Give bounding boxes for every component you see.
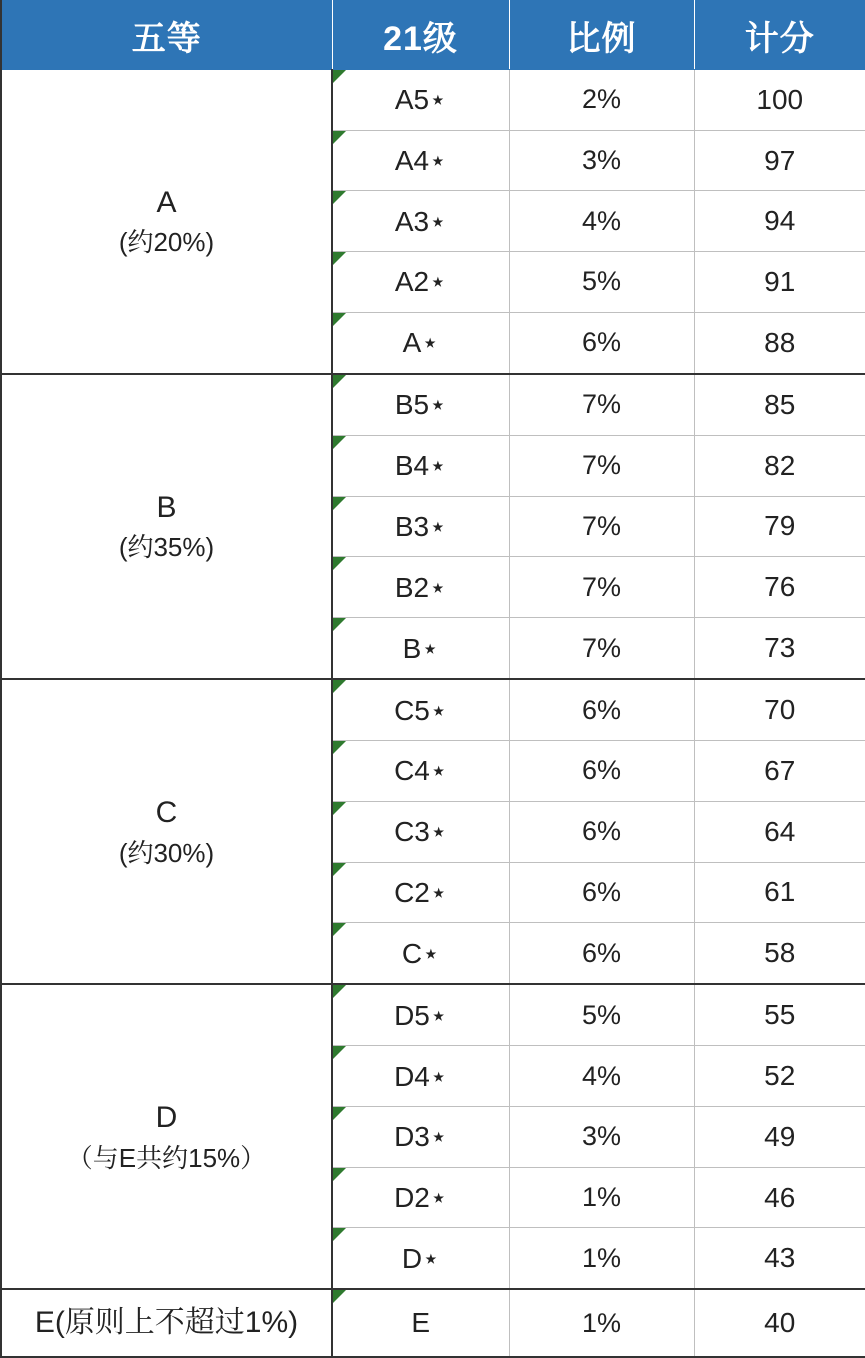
ratio-cell: 5% bbox=[509, 252, 694, 313]
level-cell bbox=[332, 1228, 509, 1290]
grade-band-letter: B bbox=[156, 490, 177, 524]
column-header-score: 计分 bbox=[694, 1, 865, 70]
level-label: B3⋆ bbox=[394, 510, 447, 542]
ratio-cell: 5% bbox=[509, 984, 694, 1046]
score-cell: 76 bbox=[694, 557, 865, 618]
grade-band-cell bbox=[1, 679, 332, 984]
level-label: D4⋆ bbox=[394, 1060, 448, 1092]
level-label: D5⋆ bbox=[394, 999, 448, 1031]
comment-marker-icon bbox=[333, 1228, 346, 1241]
table-row bbox=[1, 1289, 865, 1357]
grade-band-note: (约20%) bbox=[118, 227, 215, 258]
ratio-cell: 6% bbox=[509, 679, 694, 741]
ratio-cell: 1% bbox=[509, 1228, 694, 1290]
column-header-ratio: 比例 bbox=[509, 1, 694, 70]
level-cell bbox=[332, 1289, 509, 1357]
score-cell: 73 bbox=[694, 618, 865, 680]
level-cell bbox=[332, 252, 509, 313]
level-cell bbox=[332, 1107, 509, 1168]
level-label: D2⋆ bbox=[394, 1182, 448, 1214]
level-cell bbox=[332, 557, 509, 618]
score-cell: 82 bbox=[694, 435, 865, 496]
table-row bbox=[1, 70, 865, 131]
level-label: A2⋆ bbox=[394, 266, 447, 298]
level-label: C2⋆ bbox=[394, 876, 448, 908]
comment-marker-icon bbox=[333, 1168, 346, 1181]
level-label: A⋆ bbox=[402, 327, 439, 359]
level-label: E bbox=[411, 1307, 431, 1339]
level-label: C4⋆ bbox=[394, 755, 448, 787]
score-cell: 88 bbox=[694, 312, 865, 374]
level-label: D⋆ bbox=[401, 1242, 440, 1274]
level-cell bbox=[332, 191, 509, 252]
score-cell: 70 bbox=[694, 679, 865, 741]
comment-marker-icon bbox=[333, 680, 346, 693]
ratio-cell: 7% bbox=[509, 435, 694, 496]
score-cell: 91 bbox=[694, 252, 865, 313]
ratio-cell: 6% bbox=[509, 312, 694, 374]
table-row bbox=[1, 374, 865, 436]
ratio-cell: 2% bbox=[509, 70, 694, 131]
ratio-cell: 7% bbox=[509, 374, 694, 436]
level-label: B5⋆ bbox=[394, 389, 447, 421]
level-cell bbox=[332, 374, 509, 436]
grade-band-letter: C bbox=[155, 796, 178, 830]
comment-marker-icon bbox=[333, 618, 346, 631]
score-cell: 67 bbox=[694, 741, 865, 802]
comment-marker-icon bbox=[333, 1107, 346, 1120]
level-cell bbox=[332, 130, 509, 191]
comment-marker-icon bbox=[333, 741, 346, 754]
score-cell: 85 bbox=[694, 374, 865, 436]
header-row bbox=[1, 1, 865, 70]
ratio-cell: 1% bbox=[509, 1289, 694, 1357]
grade-band-note: (约35%) bbox=[118, 532, 215, 563]
level-cell bbox=[332, 435, 509, 496]
level-cell bbox=[332, 312, 509, 374]
ratio-cell: 7% bbox=[509, 618, 694, 680]
grade-band-letter: E(原则上不超过1%) bbox=[34, 1306, 299, 1340]
ratio-cell: 7% bbox=[509, 496, 694, 557]
score-cell: 61 bbox=[694, 862, 865, 923]
comment-marker-icon bbox=[333, 191, 346, 204]
level-cell bbox=[332, 923, 509, 985]
column-header-grade: 五等 bbox=[1, 1, 332, 70]
score-cell: 43 bbox=[694, 1228, 865, 1290]
score-cell: 94 bbox=[694, 191, 865, 252]
grade-band-cell bbox=[1, 374, 332, 679]
comment-marker-icon bbox=[333, 252, 346, 265]
level-cell bbox=[332, 862, 509, 923]
level-cell bbox=[332, 496, 509, 557]
comment-marker-icon bbox=[333, 863, 346, 876]
level-cell bbox=[332, 741, 509, 802]
grade-band-cell bbox=[1, 70, 332, 374]
comment-marker-icon bbox=[333, 70, 346, 83]
table-header bbox=[1, 1, 865, 70]
score-cell: 64 bbox=[694, 801, 865, 862]
score-cell: 52 bbox=[694, 1046, 865, 1107]
ratio-cell: 6% bbox=[509, 801, 694, 862]
level-label: C3⋆ bbox=[394, 816, 448, 848]
level-label: C5⋆ bbox=[394, 694, 448, 726]
column-header-level: 21级 bbox=[332, 1, 509, 70]
score-cell: 58 bbox=[694, 923, 865, 985]
level-label: A4⋆ bbox=[394, 145, 447, 177]
comment-marker-icon bbox=[333, 436, 346, 449]
comment-marker-icon bbox=[333, 131, 346, 144]
ratio-cell: 3% bbox=[509, 130, 694, 191]
ratio-cell: 3% bbox=[509, 1107, 694, 1168]
comment-marker-icon bbox=[333, 375, 346, 388]
comment-marker-icon bbox=[333, 557, 346, 570]
level-label: B2⋆ bbox=[394, 571, 447, 603]
level-cell bbox=[332, 679, 509, 741]
level-label: A3⋆ bbox=[394, 205, 447, 237]
score-cell: 97 bbox=[694, 130, 865, 191]
comment-marker-icon bbox=[333, 802, 346, 815]
score-cell: 49 bbox=[694, 1107, 865, 1168]
level-cell bbox=[332, 1167, 509, 1228]
score-cell: 79 bbox=[694, 496, 865, 557]
ratio-cell: 7% bbox=[509, 557, 694, 618]
ratio-cell: 4% bbox=[509, 191, 694, 252]
level-label: B4⋆ bbox=[394, 450, 447, 482]
grade-band-note: (约30%) bbox=[118, 837, 215, 868]
level-label: B⋆ bbox=[402, 632, 439, 664]
grade-band-note: （与E共约15%） bbox=[66, 1142, 267, 1173]
ratio-cell: 6% bbox=[509, 923, 694, 985]
score-cell: 46 bbox=[694, 1167, 865, 1228]
score-cell: 55 bbox=[694, 984, 865, 1046]
level-cell bbox=[332, 801, 509, 862]
level-cell bbox=[332, 70, 509, 131]
level-label: A5⋆ bbox=[394, 84, 447, 116]
score-cell: 100 bbox=[694, 70, 865, 131]
comment-marker-icon bbox=[333, 497, 346, 510]
comment-marker-icon bbox=[333, 313, 346, 326]
level-label: C⋆ bbox=[401, 937, 440, 969]
ratio-cell: 4% bbox=[509, 1046, 694, 1107]
ratio-cell: 1% bbox=[509, 1167, 694, 1228]
level-cell bbox=[332, 984, 509, 1046]
comment-marker-icon bbox=[333, 1046, 346, 1059]
score-cell: 40 bbox=[694, 1289, 865, 1357]
level-label: D3⋆ bbox=[394, 1121, 448, 1153]
table-body bbox=[1, 70, 865, 1358]
comment-marker-icon bbox=[333, 985, 346, 998]
grade-band-cell bbox=[1, 1289, 332, 1357]
grade-band-letter: A bbox=[156, 185, 177, 219]
comment-marker-icon bbox=[333, 923, 346, 936]
table-row bbox=[1, 984, 865, 1046]
ratio-cell: 6% bbox=[509, 741, 694, 802]
grade-band-letter: D bbox=[155, 1101, 178, 1135]
level-cell bbox=[332, 1046, 509, 1107]
grade-band-cell bbox=[1, 984, 332, 1289]
level-cell bbox=[332, 618, 509, 680]
table-row bbox=[1, 679, 865, 741]
comment-marker-icon bbox=[333, 1290, 346, 1303]
ratio-cell: 6% bbox=[509, 862, 694, 923]
